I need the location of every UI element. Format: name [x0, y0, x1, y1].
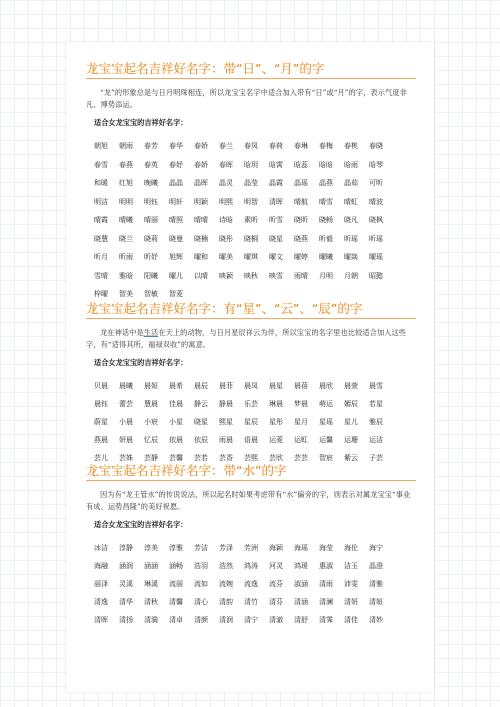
- name-item: 流芬: [269, 580, 283, 588]
- name-item: 和暖: [94, 179, 108, 187]
- name-item: 琳晨: [269, 400, 283, 408]
- name-item: 静云: [194, 400, 208, 408]
- name-item: 晴照: [169, 216, 183, 224]
- name-item: 明熙: [219, 197, 233, 206]
- name-item: 运珊: [344, 436, 358, 444]
- names-grid: [94, 373, 416, 463]
- section-intro: [86, 327, 416, 351]
- name-item: 晓桐: [244, 234, 258, 243]
- name-item: 春桃: [344, 142, 358, 150]
- name-item: 明明: [119, 197, 133, 206]
- name-item: 素昕: [244, 216, 258, 224]
- name-item: 芸欣: [269, 454, 283, 462]
- name-item: 清晖: [269, 197, 283, 206]
- name-item: 春兰: [219, 142, 233, 150]
- name-item: 清卓: [169, 616, 183, 624]
- name-item: 智美: [119, 290, 133, 298]
- name-item: 映秋: [244, 271, 258, 280]
- name-item: 贝晨: [94, 382, 108, 390]
- name-item: 乐芸: [244, 400, 258, 408]
- name-item: 月朝: [344, 271, 358, 280]
- name-item: 浩然: [219, 562, 233, 570]
- name-item: 智敏: [144, 290, 158, 298]
- names-row: [94, 226, 416, 245]
- name-item: 萌运: [319, 400, 333, 408]
- name-item: 小宸: [144, 418, 158, 426]
- name-item: 春晓: [369, 142, 383, 150]
- name-item: 清澈: [269, 616, 283, 624]
- name-item: 阳曦: [144, 271, 158, 280]
- names-row: [94, 133, 416, 152]
- name-item: 小星: [169, 418, 183, 426]
- name-item: 明洁: [94, 197, 108, 206]
- name-item: 清晖: [94, 616, 108, 624]
- name-item: 雪晴: [94, 271, 108, 280]
- name-item: 昕瑶: [344, 234, 358, 243]
- name-item: 晨希: [169, 382, 183, 390]
- name-item: 海伦: [344, 544, 358, 552]
- name-item: 海莹: [319, 544, 333, 552]
- name-item: 晓星: [194, 418, 208, 426]
- name-item: 晚曦: [144, 179, 158, 187]
- names-row: [94, 152, 416, 171]
- name-item: 昕瑶: [369, 234, 383, 243]
- name-item: 晶澄: [369, 562, 383, 570]
- name-item: 晨曦: [119, 382, 133, 390]
- name-item: 曜婷: [294, 253, 308, 261]
- name-item: 清竹: [244, 598, 258, 606]
- name-item: 洁玉: [344, 562, 358, 570]
- name-item: 朝旭: [94, 142, 108, 150]
- name-item: 媚辰: [344, 400, 358, 408]
- name-item: 昭懿: [369, 271, 383, 280]
- name-item: 静晨: [219, 400, 233, 408]
- name-item: 涵涵: [144, 562, 158, 570]
- name-item: 晴雪: [319, 197, 333, 206]
- name-item: 流丽: [169, 580, 183, 588]
- name-item: 清馨: [169, 598, 183, 606]
- name-item: 晨蓓: [294, 382, 308, 390]
- name-item: 晓枫: [369, 216, 383, 224]
- names-row: [94, 607, 416, 625]
- name-item: 映颖: [219, 271, 233, 280]
- name-item: 晶茹: [344, 179, 358, 187]
- name-item: 智宸: [319, 454, 333, 462]
- name-item: 晶燕: [319, 179, 333, 187]
- name-item: 运虹: [294, 436, 308, 444]
- name-item: 春娇: [194, 142, 208, 150]
- name-item: 佳晨: [169, 400, 183, 408]
- name-item: 清芬: [269, 598, 283, 606]
- name-item: 星彤: [269, 418, 283, 426]
- name-item: 海颖: [269, 544, 283, 552]
- name-item: 芸熙: [244, 454, 258, 462]
- names-row: [94, 427, 416, 445]
- name-item: 芸芸: [294, 454, 308, 462]
- names-row: [94, 391, 416, 409]
- name-item: 鸿涛: [244, 562, 258, 570]
- name-item: 春芳: [144, 142, 158, 150]
- name-item: 晴虹: [344, 197, 358, 206]
- name-item: 明轩: [169, 197, 183, 206]
- name-item: 春晖: [219, 160, 233, 169]
- name-item: 晓慧: [94, 234, 108, 243]
- name-item: 海瑶: [294, 544, 308, 552]
- names-row: [94, 553, 416, 571]
- name-item: 芸香: [219, 454, 233, 462]
- name-item: 星辰: [244, 418, 258, 426]
- name-item: 清逸: [94, 598, 108, 606]
- name-item: 昕妤: [144, 253, 158, 261]
- name-item: 清雅: [369, 580, 383, 588]
- name-item: 海宁: [369, 544, 383, 552]
- intro-link[interactable]: 生活: [143, 328, 159, 337]
- name-item: 晨辰: [194, 382, 208, 390]
- name-item: 清润: [219, 616, 233, 624]
- name-item: 晨雪: [369, 382, 383, 390]
- name-item: 晓星: [269, 234, 283, 243]
- name-item: 灵溪: [119, 580, 133, 588]
- name-item: 晨钰: [94, 400, 108, 408]
- name-item: 晗霄: [269, 160, 283, 169]
- name-item: 清宁: [244, 616, 258, 624]
- name-item: 诗晗: [219, 216, 233, 224]
- name-item: 清澜: [319, 598, 333, 606]
- name-item: 若星: [369, 400, 383, 408]
- name-item: 河灵: [269, 562, 283, 570]
- document-page: [66, 42, 434, 692]
- name-item: 蔚星: [94, 418, 108, 426]
- intro-text: 在天上的动物，与日月星辰祥云为伴，所以宝宝的名字里也比较适合加入这些字，有“适得其所，福禄双收”的寓意。: [86, 328, 407, 349]
- name-item: 晨萱: [344, 382, 358, 390]
- name-item: 忆辰: [144, 436, 158, 444]
- name-item: 春雪: [94, 160, 108, 169]
- name-item: 朝雨: [119, 142, 133, 150]
- names-row: [94, 263, 416, 282]
- name-item: 雅晗: [119, 271, 133, 280]
- name-item: 曜琪: [244, 253, 258, 261]
- name-item: 清秋: [144, 598, 158, 606]
- name-item: 丽泽: [94, 580, 108, 588]
- name-item: 清涵: [294, 598, 308, 606]
- name-item: 清姮: [369, 598, 383, 606]
- name-item: 清霁: [319, 616, 333, 624]
- name-item: 晗玥: [244, 160, 258, 169]
- name-item: 曜瑶: [369, 253, 383, 261]
- name-item: 晨欣: [319, 382, 333, 390]
- name-item: 晶晖: [194, 179, 208, 187]
- name-item: 旭辉: [169, 253, 183, 261]
- name-item: 星瑶: [319, 418, 333, 426]
- name-item: 清心: [194, 598, 208, 606]
- section-title: 龙宝宝起名吉祥好名字：带“日”、“月”的字: [86, 60, 416, 79]
- names-row: [94, 589, 416, 607]
- name-item: 春娇: [194, 160, 208, 169]
- name-item: 智菱: [169, 290, 183, 298]
- name-item: 芸儿: [94, 454, 108, 462]
- name-item: 芳洲: [244, 544, 258, 552]
- name-item: 清佳: [344, 616, 358, 624]
- name-item: 晴晴: [194, 216, 208, 224]
- name-item: 晓曼: [169, 234, 183, 243]
- name-item: 晗琴: [369, 160, 383, 169]
- name-item: 清妍: [344, 598, 358, 606]
- names-row: [94, 409, 416, 427]
- name-item: 晶莹: [244, 179, 258, 187]
- name-item: 星月: [294, 418, 308, 426]
- name-item: 晗晗: [319, 160, 333, 169]
- name-item: 晗蕊: [294, 160, 308, 169]
- name-item: 冰洁: [94, 544, 108, 552]
- section-star-cloud: [86, 300, 416, 463]
- intro-text: 龙在神话中是: [100, 328, 144, 337]
- names-row: [94, 445, 416, 463]
- name-item: 海融: [94, 562, 108, 570]
- name-item: 流如: [194, 580, 208, 588]
- name-item: 曜文: [269, 253, 283, 261]
- name-item: 运洁: [369, 436, 383, 444]
- name-item: 晴曦: [119, 216, 133, 224]
- name-item: 梓曜: [94, 290, 108, 298]
- name-item: 慧晨: [144, 400, 158, 408]
- name-item: 曜美: [219, 253, 233, 261]
- name-item: 晨姮: [144, 382, 158, 390]
- section-title: 龙宝宝起名吉祥好名字：有“星”、“云”、“辰”的字: [86, 300, 416, 319]
- name-item: 曜燚: [344, 253, 358, 261]
- name-item: 语晨: [244, 436, 258, 444]
- name-item: 明颖: [194, 197, 208, 206]
- name-item: 清颜: [194, 616, 208, 624]
- names-grid: [94, 535, 416, 625]
- name-item: 晴波: [369, 197, 383, 206]
- name-item: 春荷: [269, 142, 283, 150]
- name-item: 涵畅: [169, 562, 183, 570]
- name-item: 晶晶: [169, 179, 183, 187]
- name-item: 雨晨: [219, 436, 233, 444]
- name-item: 映雪: [269, 271, 283, 280]
- name-item: 晓兰: [119, 234, 133, 243]
- name-item: 琳溪: [144, 580, 158, 588]
- name-item: 运菱: [269, 436, 283, 444]
- name-item: 清韵: [219, 598, 233, 606]
- name-item: 昕雨: [119, 253, 133, 261]
- name-item: 雅辰: [369, 418, 383, 426]
- name-item: 可昕: [369, 179, 383, 187]
- name-item: 梦晨: [294, 400, 308, 408]
- name-item: 淳雅: [169, 544, 183, 552]
- name-item: 浩羽: [194, 562, 208, 570]
- name-item: 晨菲: [219, 382, 233, 390]
- names-row: [94, 207, 416, 226]
- names-subheading: 适合女龙宝宝的吉祥好名字：: [94, 520, 188, 529]
- name-item: 清妙: [369, 616, 383, 624]
- name-item: 依辰: [194, 436, 208, 444]
- name-item: 晓彤: [219, 234, 233, 243]
- name-item: 芳泽: [219, 544, 233, 552]
- name-item: 晓燕: [294, 234, 308, 243]
- name-item: 清雨: [319, 580, 333, 588]
- name-item: 春英: [144, 160, 158, 169]
- name-item: 芳洁: [194, 544, 208, 552]
- names-subheading: 适合女龙宝宝的吉祥好名字：: [94, 118, 188, 127]
- name-item: 晨星: [269, 382, 283, 390]
- name-item: 晗雨: [344, 160, 358, 169]
- name-item: 以晴: [194, 271, 208, 280]
- section-intro: “龙”的形象总是与日月明珠相连，所以龙宝宝名字中适合加入带有“日”或“月”的字，表示气度非凡、博势添运。: [86, 88, 407, 109]
- name-item: 春凤: [244, 142, 258, 150]
- name-item: 春梅: [319, 142, 333, 150]
- names-subheading: 适合女龙宝宝的吉祥好名字：: [94, 358, 188, 367]
- name-item: 晓畅: [319, 216, 333, 224]
- name-item: 淳美: [144, 544, 158, 552]
- name-item: 芸馨: [169, 454, 183, 462]
- name-item: 晴霞: [94, 216, 108, 224]
- name-item: 曜儿: [169, 271, 183, 280]
- names-row: [94, 373, 416, 391]
- names-row: [94, 244, 416, 263]
- name-item: 芸静: [144, 454, 158, 462]
- name-item: 春华: [169, 142, 183, 150]
- name-item: 昕月: [94, 253, 108, 261]
- name-item: 燕晨: [94, 436, 108, 444]
- name-item: 晶霞: [269, 179, 283, 187]
- name-item: 清舒: [294, 616, 308, 624]
- name-item: 流逸: [244, 580, 258, 588]
- name-item: 红旭: [119, 179, 133, 187]
- name-item: 晴丽: [144, 216, 158, 224]
- name-item: 昕毅: [319, 234, 333, 243]
- names-row: [94, 189, 416, 208]
- name-item: 昕雪: [269, 216, 283, 224]
- name-item: 曜曦: [319, 253, 333, 261]
- name-item: 春燕: [119, 160, 133, 169]
- name-item: 清扬: [119, 616, 133, 624]
- name-item: 流婉: [219, 580, 233, 588]
- name-item: 晓楠: [194, 234, 208, 243]
- name-item: 淑涵: [294, 580, 308, 588]
- section-intro: 因为有“龙王管水”的传说说法，所以起名时如果考虑带有“水”偏旁的字，则表示对属龙宝宝“事业有成、运势昌隆”的美好祝愿。: [86, 490, 411, 511]
- names-grid: [94, 133, 416, 300]
- name-item: 晓昕: [294, 216, 308, 224]
- name-item: 晓莉: [144, 234, 158, 243]
- name-item: 芸姝: [119, 454, 133, 462]
- name-item: 明智: [244, 197, 258, 206]
- name-item: 芸若: [194, 454, 208, 462]
- name-item: 蕾芸: [119, 400, 133, 408]
- name-item: 淳静: [119, 544, 133, 552]
- name-item: 春琳: [294, 142, 308, 150]
- section-title: 龙宝宝起名吉祥好名字：带“水”的字: [86, 462, 416, 481]
- name-item: 曜和: [194, 253, 208, 261]
- section-water: [86, 462, 416, 625]
- name-item: 沛雯: [344, 580, 358, 588]
- name-item: 晶瑶: [294, 179, 308, 187]
- name-item: 运馨: [319, 436, 333, 444]
- name-item: 涵润: [119, 562, 133, 570]
- name-item: 晓凡: [344, 216, 358, 224]
- name-item: 妍晨: [119, 436, 133, 444]
- name-item: 晴航: [294, 197, 308, 206]
- name-item: 鸿瑗: [294, 562, 308, 570]
- name-item: 明钰: [144, 197, 158, 206]
- name-item: 雨晴: [294, 271, 308, 280]
- section-sun-moon: [86, 60, 416, 300]
- names-row: [94, 571, 416, 589]
- name-item: 惠淑: [319, 562, 333, 570]
- name-item: 清漪: [144, 616, 158, 624]
- name-item: 熙星: [219, 418, 233, 426]
- name-item: 晶灵: [219, 179, 233, 187]
- name-item: 春妤: [169, 160, 183, 169]
- name-item: 子芸: [369, 454, 383, 462]
- names-row: [94, 170, 416, 189]
- name-item: 月明: [319, 271, 333, 280]
- names-row: [94, 535, 416, 553]
- name-item: 依晨: [169, 436, 183, 444]
- name-item: 晨凤: [244, 382, 258, 390]
- name-item: 小晨: [119, 418, 133, 426]
- name-item: 星儿: [344, 418, 358, 426]
- name-item: 紫云: [344, 454, 358, 462]
- name-item: 清华: [119, 598, 133, 606]
